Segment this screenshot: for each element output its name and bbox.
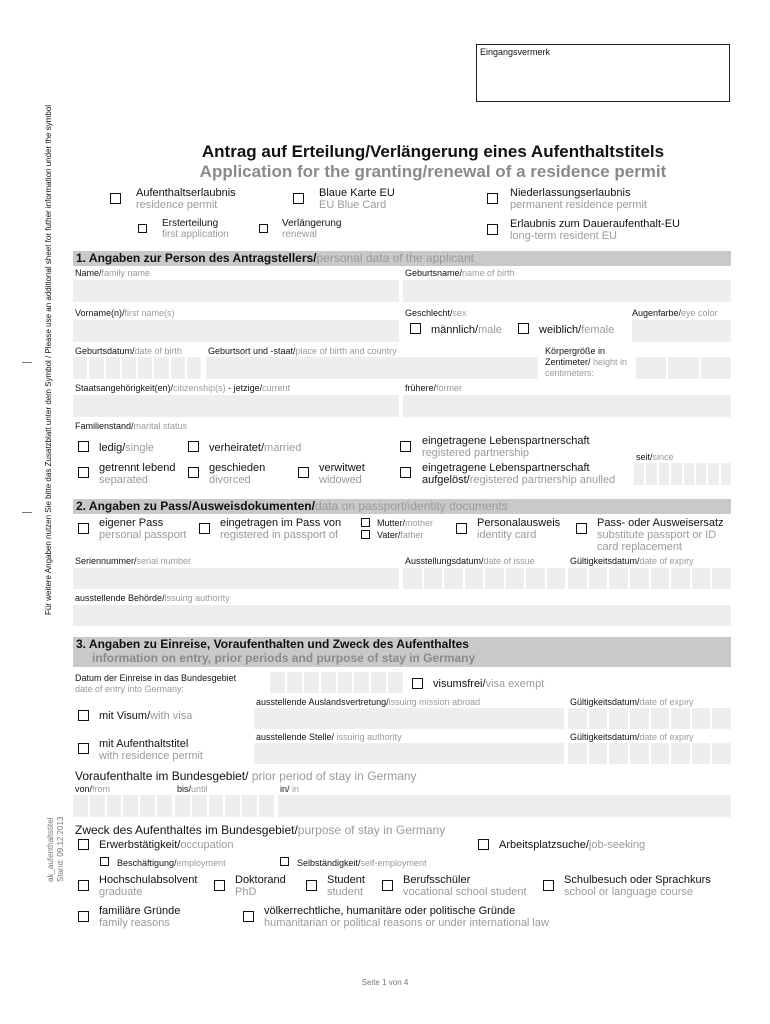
partnership-label: eingetragene Lebenspartnerschaft registered partnership [422, 435, 590, 459]
id-card-label: Personalausweis identity card [477, 517, 561, 541]
first-application-en: first application [162, 229, 229, 240]
permit-expiry-label: Gültigkeitsdatum/date of expiry [570, 732, 694, 742]
prior-stays-label: Voraufenthalte im Bundesgebiet/ prior period of stay in Germany [75, 769, 417, 783]
with-residence-permit-label: mit Aufenthaltstitel with residence permit [99, 738, 203, 762]
residence-permit-label [136, 187, 236, 211]
male-label: männlich/male [431, 324, 502, 336]
first-application-de: Ersterteilung [162, 218, 219, 229]
visa-exempt-label: visumsfrei/visa exempt [433, 678, 545, 690]
id-card-checkbox[interactable] [456, 523, 467, 534]
section-1-title-en: personal data of the applicant [316, 251, 474, 265]
form-id: ak_aufenthaltstitel [46, 817, 55, 882]
settlement-permit-de: Niederlassungserlaubnis [510, 187, 631, 199]
settlement-permit-label [510, 187, 647, 211]
with-visa-label: mit Visum/with visa [99, 710, 193, 722]
residence-permit-en: residence permit [136, 199, 218, 211]
permit-expiry-field[interactable] [568, 743, 731, 764]
renewal-checkbox[interactable] [259, 224, 268, 233]
issue-date-field[interactable] [403, 568, 565, 589]
male-checkbox[interactable] [410, 323, 421, 334]
entry-date-label: Datum der Einreise in das Bundesgebiet date of entry into Germany: [75, 673, 237, 694]
serial-number-label: Seriennummer/serial number [75, 556, 192, 566]
receipt-box [476, 44, 730, 102]
widowed-label: verwitwet widowed [319, 462, 365, 486]
with-residence-permit-checkbox[interactable] [78, 743, 89, 754]
phd-label: Doktorand PhD [235, 874, 286, 898]
vocational-student-label: Berufsschüler vocational school student [403, 874, 527, 898]
blue-card-en: EU Blue Card [319, 199, 387, 211]
own-passport-label: eigener Pass personal passport [99, 517, 187, 541]
page-title: Antrag auf Erteilung/Verlängerung eines Aufenthaltstitels [201, 142, 665, 161]
first-application-checkbox[interactable] [138, 224, 147, 233]
former-citizenship-label: frühere/former [405, 383, 463, 393]
eye-color-label: Augenfarbe/eye color [632, 308, 718, 318]
school-course-label: Schulbesuch oder Sprachkurs school or language course [564, 874, 711, 898]
first-application-label [162, 218, 229, 240]
phd-checkbox[interactable] [214, 880, 225, 891]
renewal-label [282, 218, 342, 240]
with-visa-checkbox[interactable] [78, 710, 89, 721]
registered-in-passport-checkbox[interactable] [199, 523, 210, 534]
passport-authority-field[interactable] [73, 605, 731, 626]
job-seeking-label: Arbeitsplatzsuche/job-seeking [499, 839, 646, 851]
section-3-title-en: information on entry, prior periods and purpose of stay in Germany [92, 651, 476, 665]
renewal-de: Verlängerung [282, 218, 342, 229]
married-checkbox[interactable] [188, 441, 199, 452]
section-1-title-de: 1. Angaben zur Person des Antragstellers/ [76, 251, 317, 265]
margin-mark [22, 362, 32, 363]
long-term-resident-en: long-term resident EU [510, 230, 617, 242]
job-seeking-checkbox[interactable] [478, 839, 489, 850]
since-date-field[interactable] [634, 463, 731, 485]
form-date: Stand: 09.12.2013 [56, 816, 65, 882]
employment-checkbox[interactable] [100, 857, 109, 866]
former-citizenship-field[interactable] [403, 395, 731, 417]
purpose-label: Zweck des Aufenthaltes im Bundesgebiet/purpose of stay in Germany [75, 823, 446, 837]
vocational-student-checkbox[interactable] [382, 880, 393, 891]
section-1-header [73, 251, 731, 266]
separated-label: getrennt lebend separated [99, 462, 176, 486]
residence-permit-checkbox[interactable] [110, 193, 121, 204]
humanitarian-label: völkerrechtliche, humanitäre oder politische Gründe humanitarian or political reasons or under international law [264, 905, 549, 929]
renewal-en: renewal [282, 229, 318, 240]
expiry-date-field[interactable] [568, 568, 731, 589]
student-checkbox[interactable] [306, 880, 317, 891]
receipt-label: Eingangsvermerk [480, 47, 551, 57]
name-label: Name/family name [75, 268, 151, 278]
partnership-annulled-label: eingetragene Lebenspartnerschaft aufgelöst/registered partnership anulled [422, 462, 616, 486]
height-label: Körpergröße in Zentimeter/ height in centimeters: [545, 346, 628, 378]
first-name-field[interactable] [73, 320, 399, 342]
margin-mark [22, 512, 32, 513]
blue-card-checkbox[interactable] [293, 193, 304, 204]
entry-date-field[interactable] [270, 672, 403, 693]
since-label: seit/since [636, 452, 674, 462]
first-name-label: Vorname(n)/first name(s) [75, 308, 175, 318]
settlement-permit-checkbox[interactable] [487, 193, 498, 204]
partnership-annulled-checkbox[interactable] [400, 467, 411, 478]
prior-in-field[interactable] [278, 795, 731, 817]
permit-authority-field[interactable] [254, 743, 564, 764]
in-label: in/ in [280, 784, 300, 794]
graduate-label: Hochschulabsolvent graduate [99, 874, 198, 898]
page-number: Seite 1 von 4 [361, 978, 409, 987]
family-reasons-checkbox[interactable] [78, 911, 89, 922]
section-2-title-en: data on passport/identity documents [314, 499, 508, 513]
height-field[interactable] [636, 357, 731, 379]
serial-number-field[interactable] [73, 568, 399, 589]
eye-color-field[interactable] [632, 320, 731, 342]
visa-expiry-label: Gültigkeitsdatum/date of expiry [570, 697, 694, 707]
blue-card-label [319, 187, 395, 211]
employment-label: Beschäftigung/employment [117, 858, 226, 868]
birth-name-field[interactable] [403, 280, 731, 302]
female-checkbox[interactable] [518, 323, 529, 334]
blue-card-de: Blaue Karte EU [319, 187, 395, 199]
issue-date-label: Ausstellungsdatum/date of issue [405, 556, 535, 566]
divorced-checkbox[interactable] [188, 467, 199, 478]
father-label: Vater/father [377, 530, 424, 540]
passport-authority-label: ausstellende Behörde/issuing authority [75, 593, 230, 603]
substitute-passport-checkbox[interactable] [576, 523, 587, 534]
section-3-header [73, 637, 731, 667]
pob-label: Geburtsort und -staat/place of birth and country [208, 346, 397, 356]
substitute-passport-label: Pass- oder Ausweisersatz substitute passport or ID card replacement [597, 517, 724, 553]
graduate-checkbox[interactable] [78, 880, 89, 891]
self-employment-checkbox[interactable] [280, 857, 289, 866]
single-checkbox[interactable] [78, 441, 89, 452]
until-label: bis/until [177, 784, 208, 794]
issuing-mission-field[interactable] [254, 708, 564, 729]
pob-field[interactable] [206, 357, 538, 379]
marital-status-label: Familienstand/marital status [75, 421, 188, 431]
mother-label: Mutter/mother [377, 518, 434, 528]
mother-checkbox[interactable] [361, 518, 370, 527]
self-employment-label: Selbständigkeit/self-employment [297, 858, 427, 868]
humanitarian-checkbox[interactable] [243, 911, 254, 922]
married-label: verheiratet/married [209, 442, 302, 454]
registered-in-passport-label: eingetragen im Pass von registered in passport of [220, 517, 342, 541]
expiry-date-label: Gültigkeitsdatum/date of expiry [570, 556, 694, 566]
from-label: von/from [75, 784, 111, 794]
divorced-label: geschieden divorced [209, 462, 266, 486]
family-reasons-label: familiäre Gründe family reasons [99, 905, 181, 929]
settlement-permit-en: permanent residence permit [510, 199, 647, 211]
school-course-checkbox[interactable] [543, 880, 554, 891]
residence-permit-de: Aufenthaltserlaubnis [136, 187, 236, 199]
issuing-mission-label: ausstellende Auslandsvertretung/issuing mission abroad [256, 697, 481, 707]
long-term-resident-de: Erlaubnis zum Daueraufenthalt-EU [510, 218, 680, 230]
birth-name-label: Geburtsname/name of birth [405, 268, 515, 278]
visa-expiry-field[interactable] [568, 708, 731, 729]
permit-authority-label: ausstellende Stelle/ issuing authority [256, 732, 402, 742]
sex-label: Geschlecht/sex [405, 308, 467, 318]
occupation-checkbox[interactable] [78, 839, 89, 850]
partnership-checkbox[interactable] [400, 441, 411, 452]
occupation-label: Erwerbstätigkeit/occupation [99, 839, 234, 851]
name-field[interactable] [73, 280, 399, 302]
female-label: weiblich/female [539, 324, 615, 336]
widowed-checkbox[interactable] [298, 467, 309, 478]
prior-from-field[interactable] [73, 795, 172, 817]
long-term-resident-checkbox[interactable] [487, 224, 498, 235]
section-2-header [73, 499, 731, 514]
long-term-resident-label [510, 218, 680, 242]
page-subtitle: Application for the granting/renewal of a residence permit [199, 162, 667, 181]
citizenship-field[interactable] [73, 395, 399, 417]
prior-until-field[interactable] [175, 795, 274, 817]
dob-label: Geburtsdatum/date of birth [75, 346, 183, 356]
section-3-title-de: 3. Angaben zu Einreise, Voraufenthalten und Zweck des Aufenthaltes [76, 637, 469, 651]
father-checkbox[interactable] [361, 530, 370, 539]
separated-checkbox[interactable] [78, 467, 89, 478]
student-label: Student student [327, 874, 365, 898]
citizenship-label: Staatsangehörigkeit(en)/citizenship(s) - jetzige/current [75, 383, 291, 393]
section-2-title-de: 2. Angaben zu Pass/Ausweisdokumenten/ [76, 499, 315, 513]
single-label: ledig/single [99, 442, 155, 454]
side-note: Für weitere Angaben nutzen Sie bitte das Zusatzblatt unter dem Symbol / Please use an additional sheet for futher information under the symbol [44, 104, 53, 615]
own-passport-checkbox[interactable] [78, 523, 89, 534]
visa-exempt-checkbox[interactable] [412, 678, 423, 689]
dob-field[interactable] [73, 357, 201, 379]
